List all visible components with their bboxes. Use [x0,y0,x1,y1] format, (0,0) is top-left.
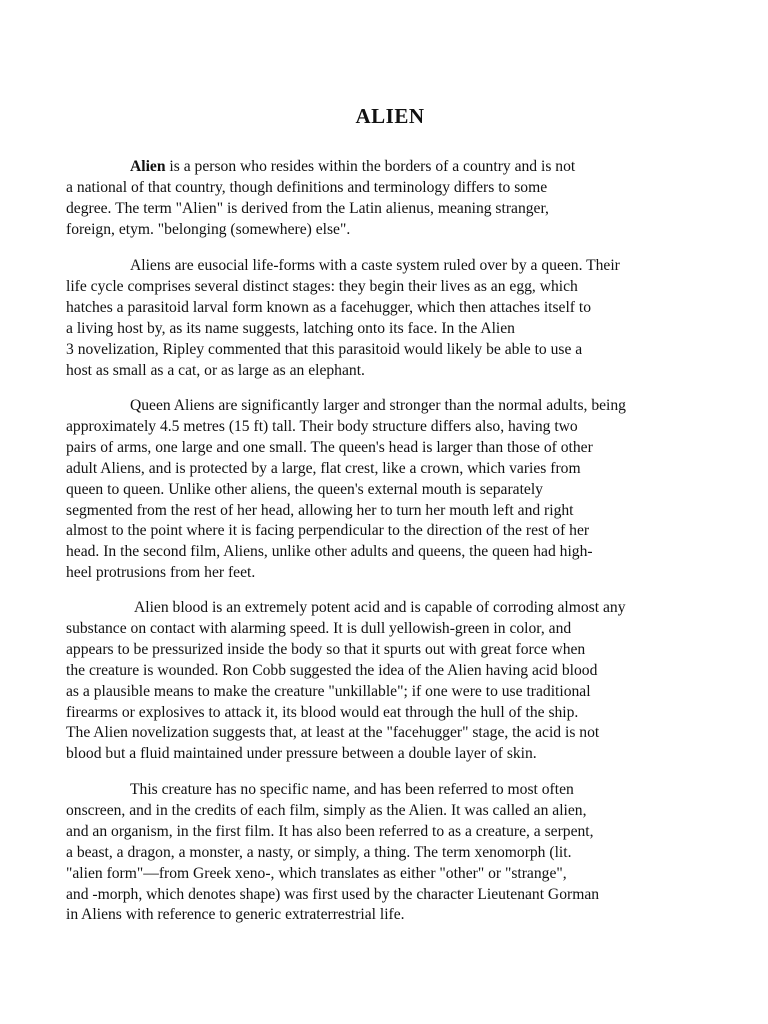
paragraph-line: appears to be pressurized inside the body so that it spurts out with great force when [66,640,586,658]
paragraph-line: a beast, a dragon, a monster, a nasty, or simply, a thing. The term xenomorph (lit. [66,843,572,861]
paragraph-line: a living host by, as its name suggests, latching onto its face. In the Alien [66,319,515,337]
paragraph-line: pairs of arms, one large and one small. The queen's head is larger than those of other [66,438,593,456]
paragraph-line: The Alien novelization suggests that, at least at the "facehugger" stage, the acid is not [66,724,600,742]
paragraph-5 [66,780,746,926]
paragraph-line: the creature is wounded. Ron Cobb suggested the idea of the Alien having acid blood [66,661,598,679]
paragraph-line: onscreen, and in the credits of each film, simply as the Alien. It was called an alien, [66,801,587,819]
paragraph-1 [66,157,746,241]
paragraph-line: degree. The term "Alien" is derived from the Latin alienus, meaning stranger, [66,199,549,217]
paragraph-line: Queen Aliens are significantly larger and stronger than the normal adults, being [130,397,626,414]
paragraph-line: Aliens are eusocial life-forms with a caste system ruled over by a queen. Their [130,257,620,274]
paragraph-3 [66,396,746,584]
document-title: ALIEN [355,104,425,128]
paragraph-line: approximately 4.5 metres (15 ft) tall. Their body structure differs also, having two [66,417,578,435]
paragraph-line: substance on contact with alarming speed. It is dull yellowish-green in color, and [66,619,572,637]
paragraph-line: 3 novelization, Ripley commented that this parasitoid would likely be able to use a [66,340,583,358]
paragraph-2 [66,256,746,381]
paragraph-line: host as small as a cat, or as large as an elephant. [66,361,365,379]
paragraph-line: hatches a parasitoid larval form known as a facehugger, which then attaches itself to [66,298,592,316]
paragraph-line: firearms or explosives to attack it, its blood would eat through the hull of the ship. [66,703,579,721]
paragraph-line: Alien blood is an extremely potent acid and is capable of corroding almost any [134,599,626,616]
paragraph-line: "alien form"—from Greek xeno-, which translates as either "other" or "strange", [66,864,567,882]
paragraph-line: blood but a fluid maintained under pressure between a double layer of skin. [66,745,537,763]
paragraph-line: almost to the point where it is facing perpendicular to the direction of the rest of her [66,522,590,540]
paragraph-line: a national of that country, though definitions and terminology differs to some [66,178,548,196]
paragraph-line: foreign, etym. "belonging (somewhere) else". [66,220,351,238]
paragraph-line: life cycle comprises several distinct stages: they begin their lives as an egg, which [66,277,578,295]
paragraph-line: queen to queen. Unlike other aliens, the queen's external mouth is separately [66,480,543,498]
paragraph-line: adult Aliens, and is protected by a large, flat crest, like a crown, which varies from [66,459,581,477]
paragraph-4 [66,598,746,765]
paragraph-line: and an organism, in the first film. It has also been referred to as a creature, a serpent, [66,822,594,840]
paragraph-line [66,157,746,178]
paragraph-line: as a plausible means to make the creature "unkillable"; if one were to use traditional [66,682,591,700]
bold-term: Alien [130,158,166,175]
paragraph-line: head. In the second film, Aliens, unlike other adults and queens, the queen had high- [66,543,593,561]
paragraph-line: This creature has no specific name, and has been referred to most often [130,781,574,798]
paragraph-line: and -morph, which denotes shape) was first used by the character Lieutenant Gorman [66,885,600,903]
paragraph-text: is a person who resides within the borders of a country and is not [165,158,576,175]
paragraph-line: heel protrusions from her feet. [66,564,256,582]
paragraph-line: in Aliens with reference to generic extraterrestrial life. [66,906,405,924]
paragraph-line: segmented from the rest of her head, allowing her to turn her mouth left and right [66,501,574,519]
